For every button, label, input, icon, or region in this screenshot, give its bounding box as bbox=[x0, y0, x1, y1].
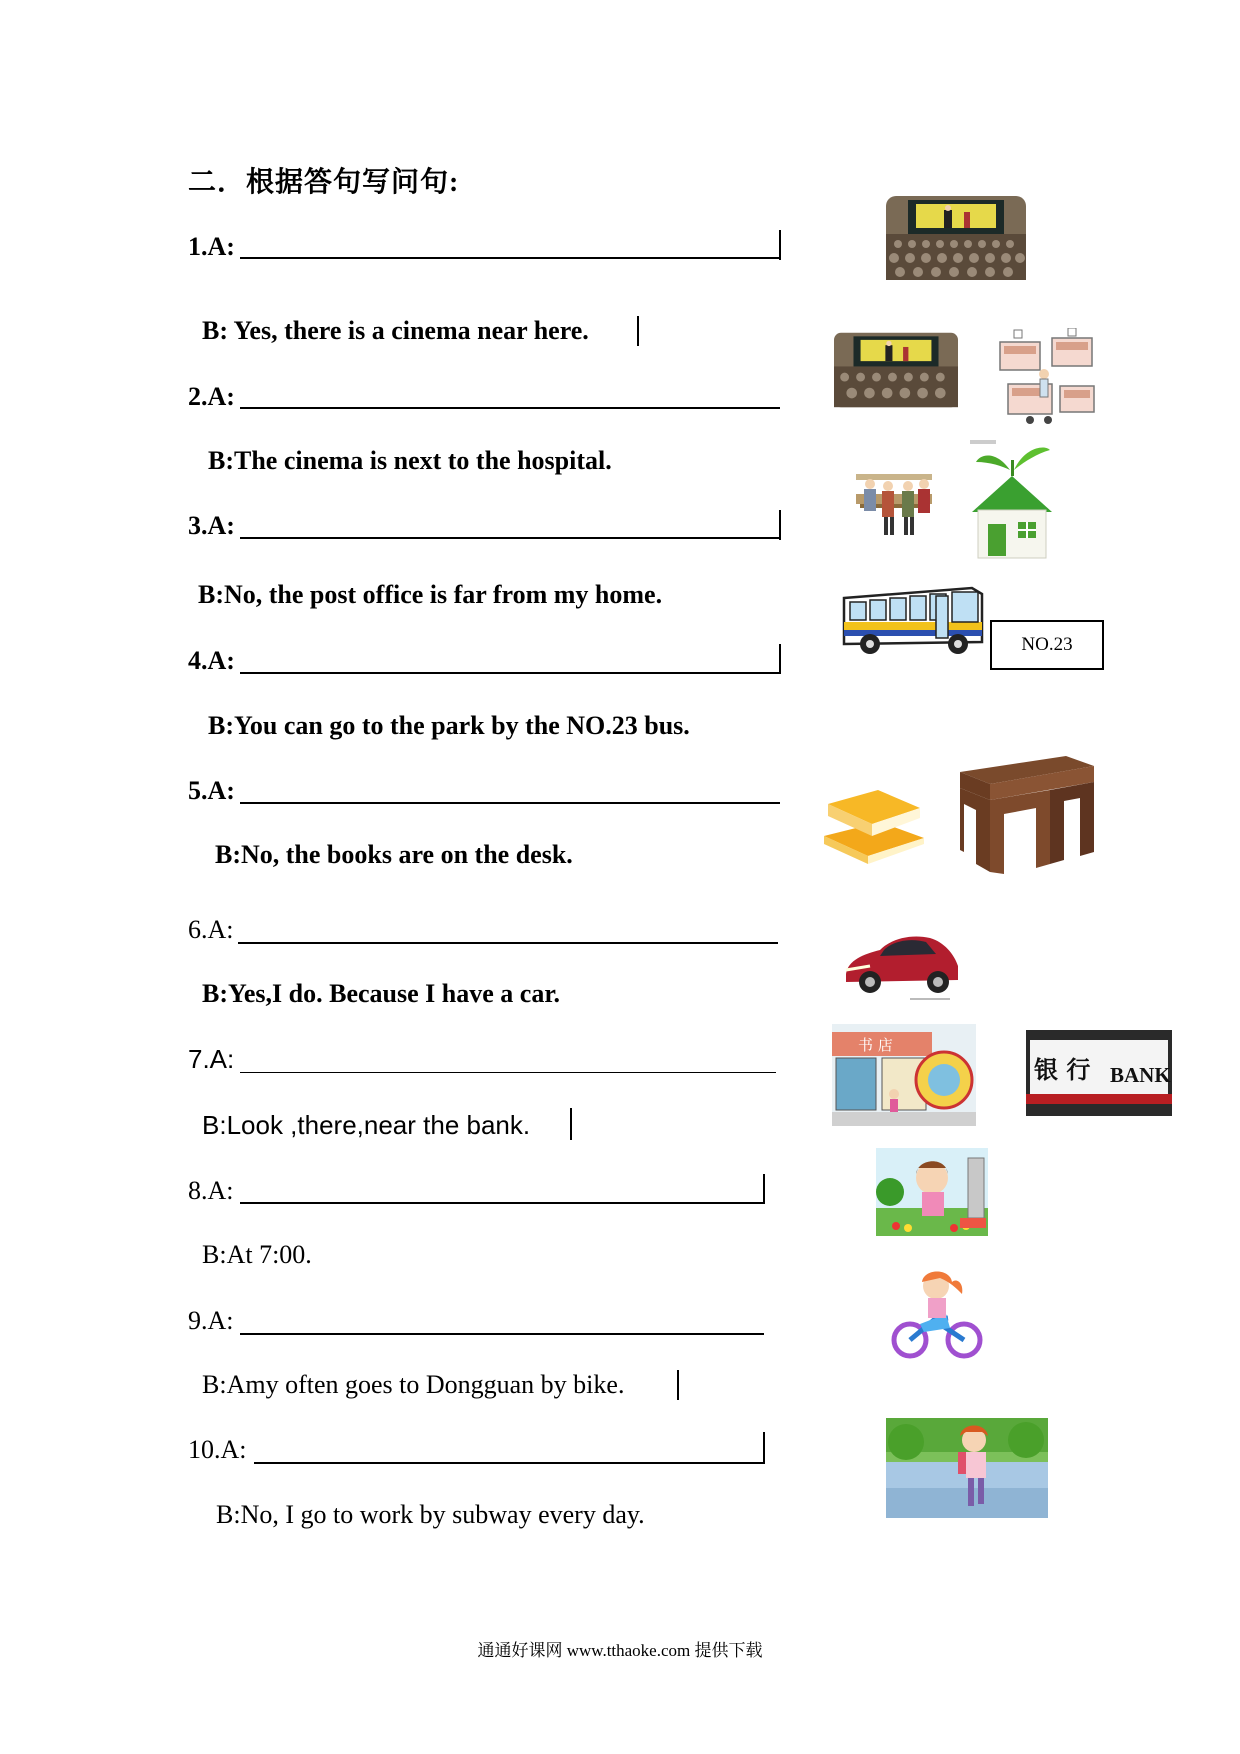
girl-garden-picture bbox=[876, 1148, 988, 1236]
answer-line-5[interactable] bbox=[240, 802, 780, 804]
post-office-picture bbox=[856, 474, 932, 538]
text-cursor bbox=[637, 316, 639, 346]
hospital-picture bbox=[994, 328, 1100, 432]
question-3-b-text: B:No, the post office is far from my home. bbox=[198, 580, 663, 609]
bike-picture bbox=[890, 1268, 986, 1362]
answer-line-8[interactable] bbox=[240, 1202, 764, 1204]
question-7-b-text: B:Look ,there,near the bank. bbox=[202, 1110, 531, 1140]
desk-picture bbox=[954, 752, 1096, 876]
question-8-b-text: B:At 7:00. bbox=[202, 1240, 312, 1269]
text-cursor bbox=[779, 230, 781, 260]
bookstore-sign: 书 店 bbox=[858, 1036, 893, 1054]
bank-sign-chinese: 银 行 bbox=[1034, 1055, 1091, 1084]
question-9-b-text: B:Amy often goes to Dongguan by bike. bbox=[202, 1370, 625, 1399]
bookstore-picture bbox=[832, 1024, 976, 1126]
question-2-a-label: 2.A: bbox=[188, 382, 235, 411]
question-10-b-text: B:No, I go to work by subway every day. bbox=[216, 1500, 645, 1529]
text-cursor bbox=[779, 644, 781, 674]
bus-number-box: NO.23 bbox=[990, 620, 1104, 670]
question-4-b-text: B:You can go to the park by the NO.23 bus. bbox=[208, 711, 690, 740]
bank-picture bbox=[1026, 1030, 1172, 1116]
question-1-a-label: 1.A: bbox=[188, 232, 235, 261]
footer-text: 通通好课网 www.tthaoke.com 提供下载 bbox=[477, 1641, 763, 1660]
text-cursor bbox=[763, 1174, 765, 1204]
books-picture bbox=[820, 780, 932, 866]
question-5-b-text: B:No, the books are on the desk. bbox=[215, 840, 573, 869]
text-cursor bbox=[677, 1370, 679, 1400]
question-4-a-label: 4.A: bbox=[188, 646, 235, 675]
question-10-a-label: 10.A: bbox=[188, 1435, 247, 1464]
walking-picture bbox=[886, 1418, 1048, 1518]
answer-line-10[interactable] bbox=[254, 1462, 764, 1464]
answer-line-9[interactable] bbox=[240, 1333, 764, 1335]
answer-line-2[interactable] bbox=[240, 407, 780, 409]
answer-line-6[interactable] bbox=[238, 942, 778, 944]
question-3-a-label: 3.A: bbox=[188, 511, 235, 540]
cinema-picture bbox=[834, 328, 958, 412]
answer-line-7[interactable] bbox=[240, 1072, 776, 1073]
question-5-a-label: 5.A: bbox=[188, 776, 235, 805]
text-cursor bbox=[570, 1108, 572, 1140]
answer-line-1[interactable] bbox=[240, 257, 780, 259]
text-cursor bbox=[779, 510, 781, 540]
question-9-a-label: 9.A: bbox=[188, 1306, 234, 1335]
question-6-a-label: 6.A: bbox=[188, 915, 234, 944]
answer-line-3[interactable] bbox=[240, 537, 780, 539]
bus-picture bbox=[840, 584, 986, 658]
question-7-a-label: 7.A: bbox=[188, 1044, 235, 1074]
section-title: 二．根据答句写问句: bbox=[188, 167, 460, 198]
question-2-b-text: B:The cinema is next to the hospital. bbox=[208, 446, 612, 475]
question-6-b-text: B:Yes,I do. Because I have a car. bbox=[202, 979, 560, 1008]
question-8-a-label: 8.A: bbox=[188, 1176, 234, 1205]
car-picture bbox=[840, 924, 964, 1004]
cinema-picture bbox=[886, 196, 1026, 280]
text-cursor bbox=[763, 1432, 765, 1464]
home-picture bbox=[966, 440, 1058, 564]
question-1-b-text: B: Yes, there is a cinema near here. bbox=[202, 316, 589, 345]
bank-sign-english: BANK bbox=[1110, 1063, 1171, 1087]
answer-line-4[interactable] bbox=[240, 672, 780, 674]
